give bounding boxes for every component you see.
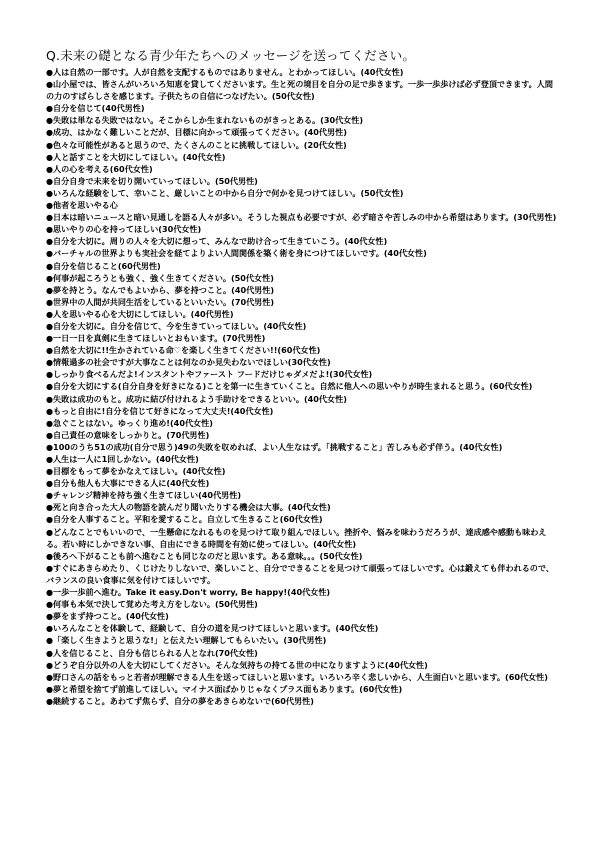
message-item: ●チャレンジ精神を持ち強く生きてほしい(40代男性) [46, 490, 242, 501]
message-item: ●一歩一歩前へ進む。Take it easy.Don't worry, Be happy!(40代女性) [46, 587, 331, 598]
message-item: ●死と向き合った大人の物語を読んだり聞いたりする機会は大事。(40代女性) [46, 502, 331, 513]
message-item: ●急ぐことはない。ゆっくり進め!(40代女性) [46, 417, 213, 428]
message-item: ●人を信じること、自分も信じられる人となれ(70代女性) [46, 647, 258, 658]
page-title: Q.未来の礎となる青少年たちへのメッセージを送ってください。 [46, 48, 416, 63]
message-item: ●人生は一人に1回しかない。(40代女性) [46, 454, 199, 464]
message-item: ●自分を信じて(40代男性) [46, 103, 145, 114]
message-item: ●一日一日を真剣に生きてほしいとおもいます。(70代男性) [46, 333, 266, 344]
message-item: ●もっと自由に!自分を信じて好きになって大丈夫!(40代女性) [46, 405, 274, 416]
message-item: ●「楽しく生きようと思うな!」と伝えたい理解してもらいたい。(30代男性) [46, 635, 327, 646]
message-item: ●100のうち51の成功(自分で思う)49の失敗を収めれば、よい人生なはず。「挑戦すること」苦しみも必ず伴う。(40代女性) [46, 441, 503, 452]
message-item: ●自分を大切に。周りの人々を大切に想って、みんなで助け合って生きていこう。(40代女性) [46, 236, 388, 247]
message-item: ●自分を大切にする(自分自身を好きになる)ことを第一に生きていくこと。自然に他人への思いやりが時生まれると思う。(60代女性) [46, 381, 533, 392]
message-item: ●どうぞ自分以外の人を大切にしてください。そんな気持ちの持てる世の中になりますように(40代女性) [46, 659, 428, 670]
message-item: ●世界中の人間が共同生活をしているといいたい。(70代男性) [46, 296, 275, 307]
message-item: ●人を思いやる心を大切にしてほしい。(40代男性) [46, 308, 234, 319]
message-item: ●継続すること。あわてず焦らず、自分の夢をあきらめないで(60代男性) [46, 695, 314, 706]
message-item: ●いろんな経験をして、幸いこと、厳しいことの中から自分で何かを見つけてほしい。(50代女性) [46, 187, 404, 198]
message-item: ●自己責任の意味をしっかりと。(70代男性) [46, 429, 210, 440]
message-item: ●何事が起ころうとも強く、強く生きてください。(50代女性) [46, 272, 274, 283]
message-item: ●夢をまず持つこと。(40代女性) [46, 611, 169, 622]
message-item: ●自分も他人も大事にできる人に(40代女性) [46, 478, 210, 489]
message-item: ●山小屋では、皆さんがいろいろ知恵を貸してくださいます。生と死の境目を自分の足で歩きます。一歩一歩歩けば必ず登頂できます。人間の力のすばらしさを感じます。子供たちの自信につなげたい。(50代女性) [46, 79, 553, 102]
message-item: ●人の心を考える(60代女性) [46, 163, 153, 174]
message-item: ●他者を思いやる心 [46, 200, 118, 211]
message-item: ●成功、はかなく難しいことだが、目標に向かって頑張ってください。(40代男性) [46, 127, 347, 138]
message-item: ●いろんなことを体験して、経験して、自分の道を見つけてほしいと思います。(40代女性) [46, 623, 379, 634]
message-item: ●自分自身で未来を切り開いていってほしい。(50代男性) [46, 175, 258, 186]
message-item: ●人と話すことを大切にしてほしい。(40代女性) [46, 151, 226, 162]
message-item: ●自分を大切に。自分を信じて、今を生きていってほしい。(40代女性) [46, 320, 307, 331]
message-item: ●しっかり食べるんだよ!インスタントやファースト フードだけじゃダメだよ!(30代女性) [46, 369, 373, 380]
message-list [46, 66, 561, 707]
message-item: ●後ろへ下がることも前へ進むことも同じなのだと思います。ある意味。。。(50代女性) [46, 550, 363, 561]
message-item: ●夢を持とう。なんでもよいから、夢を持つこと。(40代男性) [46, 284, 275, 295]
message-item: ●どんなことでもいいので、一生懸命になれるものを見つけて取り組んでほしい。挫折や、悩みを味わうだろうが、達成感や感動も味わえる。若い時にしかできない事、自由にできる時間を有効に使ってほしい。(40代女性) [46, 526, 547, 549]
message-item: ●自然を大切に!!生かされている命♡を楽しく生きてください!!(60代女性) [46, 345, 321, 356]
message-item: ●野口さんの話をもっと若者が理解できる人生を送ってほしいと思います。いろいろ辛く悲しいから、人生面白いと思います。(60代女性) [46, 671, 548, 682]
message-item: ●何事も本気で決して覚めた考え方をしない。(50代男性) [46, 599, 258, 610]
message-item: ●情報過多の社会ですが大事なことは何なのか見失わないでほしい(30代女性) [46, 357, 331, 368]
message-item: ●すぐにあきらめたり、くじけたりしないで、楽しいこと、自分でできることを見つけて頑張ってほしいです。心は鍛えても伴われるので、バランスの良い食事に気を付けてほしいです。 [46, 562, 554, 585]
message-item: ●自分を信じること(60代男性) [46, 260, 161, 271]
message-item: ●バーチャルの世界よりも実社会を経てよりよい人間関係を築く術を身につけてほしいです。(40代女性) [46, 248, 427, 259]
message-item: ●人は自然の一部です。人が自然を支配するものではありません。とわかってほしい。(40代女性) [46, 67, 404, 77]
message-item: ●目標をもって夢をかなえてほしい。(40代女性) [46, 466, 226, 477]
message-item: ●失敗は単なる失敗ではない。そこからしか生まれないものがきっとある。(30代女性) [46, 115, 364, 126]
message-item: ●思いやりの心を持ってほしい(30代女性) [46, 224, 202, 235]
message-item: ●日本は暗いニュースと暗い見通しを語る人々が多い。そうした視点も必要ですが、必ず暗さや苦しみの中から希望はあります。(30代男性) [46, 212, 557, 223]
message-item: ●色々な可能性があると思うので、たくさんのことに挑戦してほしい。(20代女性) [46, 139, 347, 150]
message-item: ●夢と希望を捨てず前進してほしい。マイナス面ばかりじゃなくプラス面もあります。(60代女性) [46, 683, 403, 694]
message-item: ●自分を人事すること。平和を愛すること。自立して生きること(60代女性) [46, 514, 323, 525]
message-item: ●失敗は成功のもと。成功に結び付けれるよう手助けをできるといい。(40代女性) [46, 393, 347, 404]
